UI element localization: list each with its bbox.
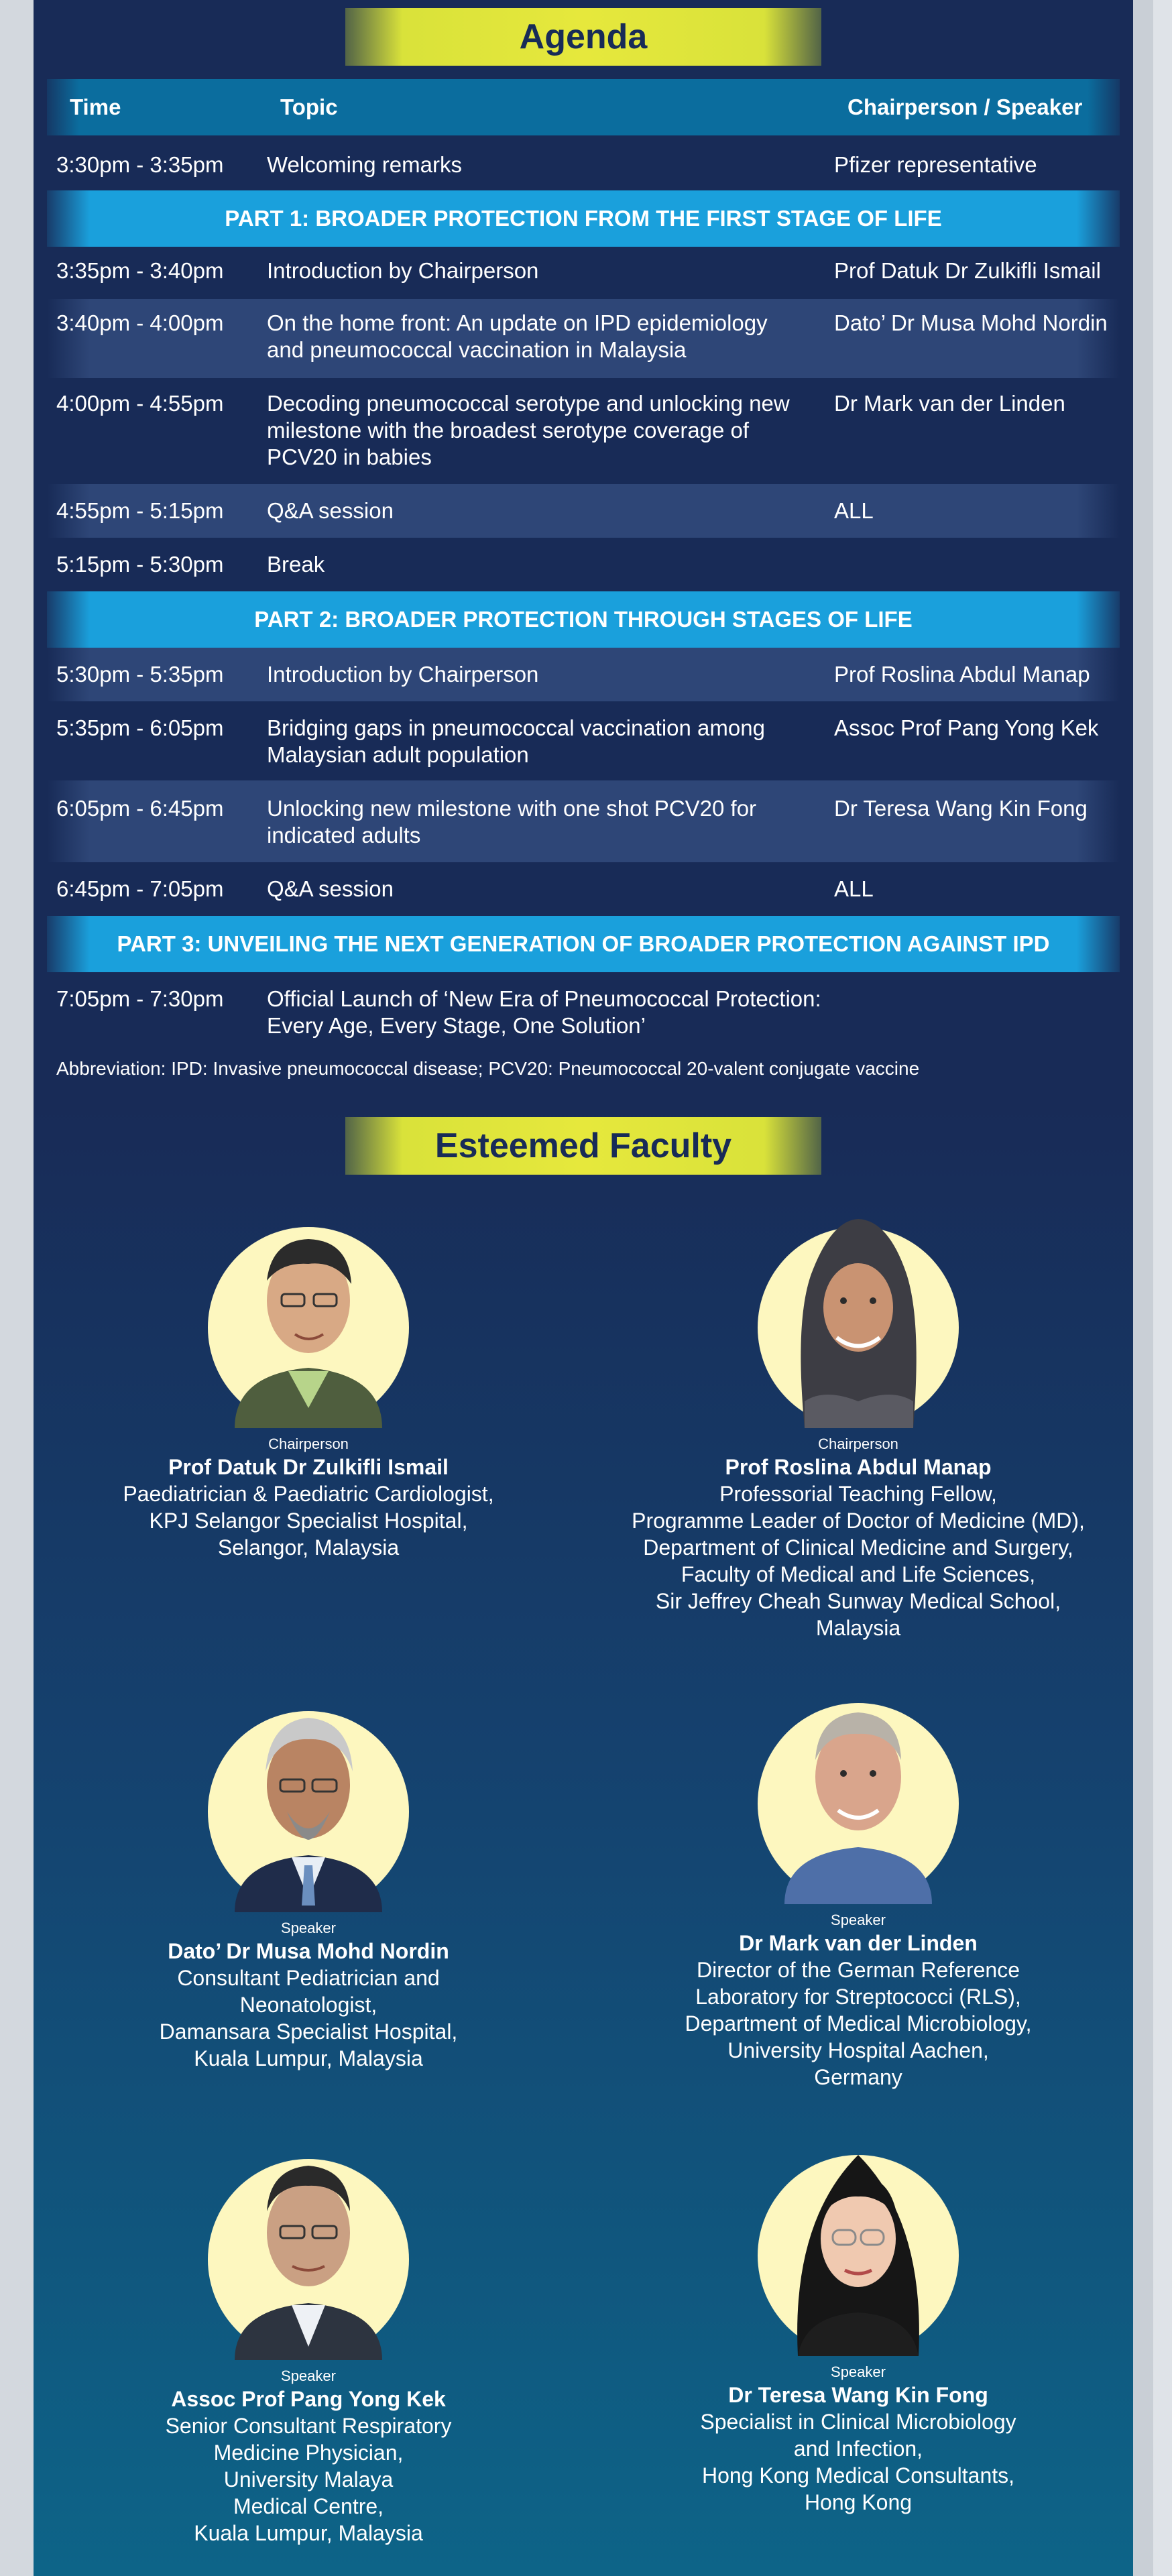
faculty-affiliation-line: Consultant Pediatrician and: [177, 1966, 440, 1990]
row-time: 4:00pm - 4:55pm: [56, 391, 224, 416]
faculty-affiliation-line: Medicine Physician,: [213, 2441, 404, 2465]
row-topic: Welcoming remarks: [267, 152, 462, 177]
agenda-row: [47, 780, 1120, 862]
agenda-row: [47, 862, 1120, 916]
faculty-affiliation-line: Malaysia: [815, 1616, 901, 1640]
brochure-page: [34, 0, 1133, 2576]
faculty-affiliation-line: Paediatrician & Paediatric Cardiologist,: [123, 1482, 494, 1506]
row-topic: Official Launch of ‘New Era of Pneumococcal Protection: Every Age, Every Stage, One Solution’: [267, 986, 821, 1038]
row-topic: Q&A session: [267, 498, 394, 523]
portrait-photo: [208, 1684, 409, 1912]
faculty-name: Assoc Prof Pang Yong Kek: [171, 2387, 446, 2411]
faculty-affiliation-line: Director of the German Reference: [697, 1958, 1020, 1982]
agenda-row: [47, 142, 1120, 190]
agenda-row: [47, 972, 1120, 1051]
page-left-margin: [0, 0, 34, 2576]
faculty-name: Prof Datuk Dr Zulkifli Ismail: [168, 1455, 449, 1479]
row-time: 6:45pm - 7:05pm: [56, 876, 224, 901]
faculty-card: [603, 1676, 1113, 2091]
faculty-affiliation-line: Selangor, Malaysia: [217, 1535, 400, 1560]
agenda-table-header: [47, 79, 1120, 135]
row-speaker: Dr Mark van der Linden: [834, 391, 1065, 416]
faculty-role: Chairperson: [818, 1436, 898, 1452]
faculty-card: [54, 1684, 563, 2072]
row-topic: On the home front: An update on IPD epidemiology and pneumococcal vaccination in Malaysia: [267, 310, 768, 362]
faculty-card: [54, 1200, 563, 1561]
person-silhouette-icon: [208, 1200, 409, 1428]
person-silhouette-icon: [758, 1676, 959, 1904]
row-topic: Break: [267, 552, 325, 577]
row-topic: Decoding pneumococcal serotype and unlocking new milestone with the broadest serotype coverage of PCV20 in babies: [267, 391, 790, 469]
faculty-affiliation-line: Department of Medical Microbiology,: [685, 2011, 1032, 2036]
header-speaker: Chairperson / Speaker: [847, 95, 1083, 119]
faculty-role: Speaker: [281, 1920, 336, 1936]
faculty-affiliation-line: Laboratory for Streptococci (RLS),: [695, 1985, 1021, 2009]
portrait-photo: [758, 1676, 959, 1904]
faculty-card: [603, 2128, 1113, 2516]
agenda-row: [47, 378, 1120, 484]
row-topic: Introduction by Chairperson: [267, 662, 539, 687]
faculty-role: Speaker: [831, 2363, 886, 2380]
faculty-title: Esteemed Faculty: [345, 1117, 821, 1175]
faculty-affiliation-line: University Hospital Aachen,: [727, 2038, 989, 2062]
faculty-role: Speaker: [831, 1912, 886, 1928]
person-silhouette-icon: [758, 1200, 959, 1428]
faculty-affiliation-line: Faculty of Medical and Life Sciences,: [681, 1562, 1036, 1586]
agenda-row: [47, 648, 1120, 701]
row-topic: Introduction by Chairperson: [267, 258, 539, 283]
faculty-affiliation-line: Damansara Specialist Hospital,: [159, 2019, 458, 2044]
person-silhouette-icon: [208, 1684, 409, 1912]
faculty-name: Dato’ Dr Musa Mohd Nordin: [168, 1939, 449, 1963]
faculty-affiliation-line: Specialist in Clinical Microbiology: [700, 2410, 1016, 2434]
row-speaker: Assoc Prof Pang Yong Kek: [834, 715, 1099, 740]
row-time: 3:40pm - 4:00pm: [56, 310, 224, 335]
faculty-affiliation-line: Germany: [814, 2065, 902, 2089]
part-2-banner: PART 2: BROADER PROTECTION THROUGH STAGES OF LIFE: [47, 591, 1120, 648]
faculty-name: Dr Mark van der Linden: [739, 1931, 978, 1955]
person-silhouette-icon: [208, 2132, 409, 2360]
faculty-affiliation-line: Department of Clinical Medicine and Surgery,: [643, 1535, 1073, 1560]
portrait-photo: [758, 1200, 959, 1428]
faculty-role: Chairperson: [268, 1436, 349, 1452]
row-time: 6:05pm - 6:45pm: [56, 796, 224, 821]
faculty-affiliation-line: Neonatologist,: [239, 1993, 377, 2017]
agenda-row: [47, 299, 1120, 378]
row-time: 3:35pm - 3:40pm: [56, 258, 224, 283]
row-speaker: Dr Teresa Wang Kin Fong: [834, 796, 1088, 821]
page-right-margin: [1153, 0, 1172, 2576]
portrait-photo: [758, 2128, 959, 2356]
portrait-photo: [208, 2132, 409, 2360]
row-speaker: Prof Roslina Abdul Manap: [834, 662, 1090, 687]
agenda-row: [47, 247, 1120, 299]
row-speaker: Pfizer representative: [834, 152, 1037, 177]
faculty-affiliation-line: Hong Kong Medical Consultants,: [701, 2463, 1015, 2487]
part-1-banner: PART 1: BROADER PROTECTION FROM THE FIRST STAGE OF LIFE: [47, 190, 1120, 247]
abbreviation-note: Abbreviation: IPD: Invasive pneumococcal disease; PCV20: Pneumococcal 20-valent conjugate vaccine: [56, 1058, 920, 1079]
faculty-card: [603, 1200, 1113, 1641]
agenda-title: Agenda: [345, 8, 821, 66]
part-3-banner: PART 3: UNVEILING THE NEXT GENERATION OF BROADER PROTECTION AGAINST IPD: [47, 916, 1120, 972]
faculty-name: Prof Roslina Abdul Manap: [725, 1455, 992, 1479]
faculty-affiliation-line: Hong Kong: [804, 2490, 913, 2514]
faculty-affiliation-line: Kuala Lumpur, Malaysia: [194, 2046, 423, 2070]
faculty-affiliation-line: Medical Centre,: [233, 2494, 384, 2518]
faculty-affiliation-line: Professorial Teaching Fellow,: [719, 1482, 997, 1506]
agenda-row: [47, 484, 1120, 538]
row-time: 3:30pm - 3:35pm: [56, 152, 224, 177]
faculty-affiliation-line: Sir Jeffrey Cheah Sunway Medical School,: [655, 1589, 1061, 1613]
row-time: 5:15pm - 5:30pm: [56, 552, 224, 577]
row-speaker: ALL: [834, 498, 874, 523]
row-topic: Q&A session: [267, 876, 394, 901]
faculty-affiliation-line: Senior Consultant Respiratory: [165, 2414, 452, 2438]
row-time: 7:05pm - 7:30pm: [56, 986, 224, 1011]
faculty-card: [54, 2132, 563, 2546]
faculty-affiliation-line: and Infection,: [793, 2437, 923, 2461]
agenda-row: [47, 538, 1120, 591]
agenda-row: [47, 701, 1120, 780]
row-time: 4:55pm - 5:15pm: [56, 498, 224, 523]
faculty-affiliation-line: Programme Leader of Doctor of Medicine (MD),: [632, 1509, 1085, 1533]
row-topic: Bridging gaps in pneumococcal vaccination among Malaysian adult population: [267, 715, 765, 767]
row-speaker: Dato’ Dr Musa Mohd Nordin: [834, 310, 1108, 335]
row-topic: Unlocking new milestone with one shot PCV20 for indicated adults: [267, 796, 757, 847]
header-topic: Topic: [280, 95, 338, 119]
faculty-affiliation-line: KPJ Selangor Specialist Hospital,: [149, 1509, 468, 1533]
header-time: Time: [70, 95, 121, 119]
faculty-role: Speaker: [281, 2367, 336, 2384]
faculty-affiliation-line: Kuala Lumpur, Malaysia: [194, 2521, 423, 2545]
faculty-affiliation-line: University Malaya: [223, 2467, 394, 2492]
row-time: 5:35pm - 6:05pm: [56, 715, 224, 740]
portrait-photo: [208, 1200, 409, 1428]
row-speaker: Prof Datuk Dr Zulkifli Ismail: [834, 258, 1101, 283]
person-silhouette-icon: [758, 2128, 959, 2356]
faculty-name: Dr Teresa Wang Kin Fong: [728, 2383, 988, 2407]
row-time: 5:30pm - 5:35pm: [56, 662, 224, 687]
row-speaker: ALL: [834, 876, 874, 901]
